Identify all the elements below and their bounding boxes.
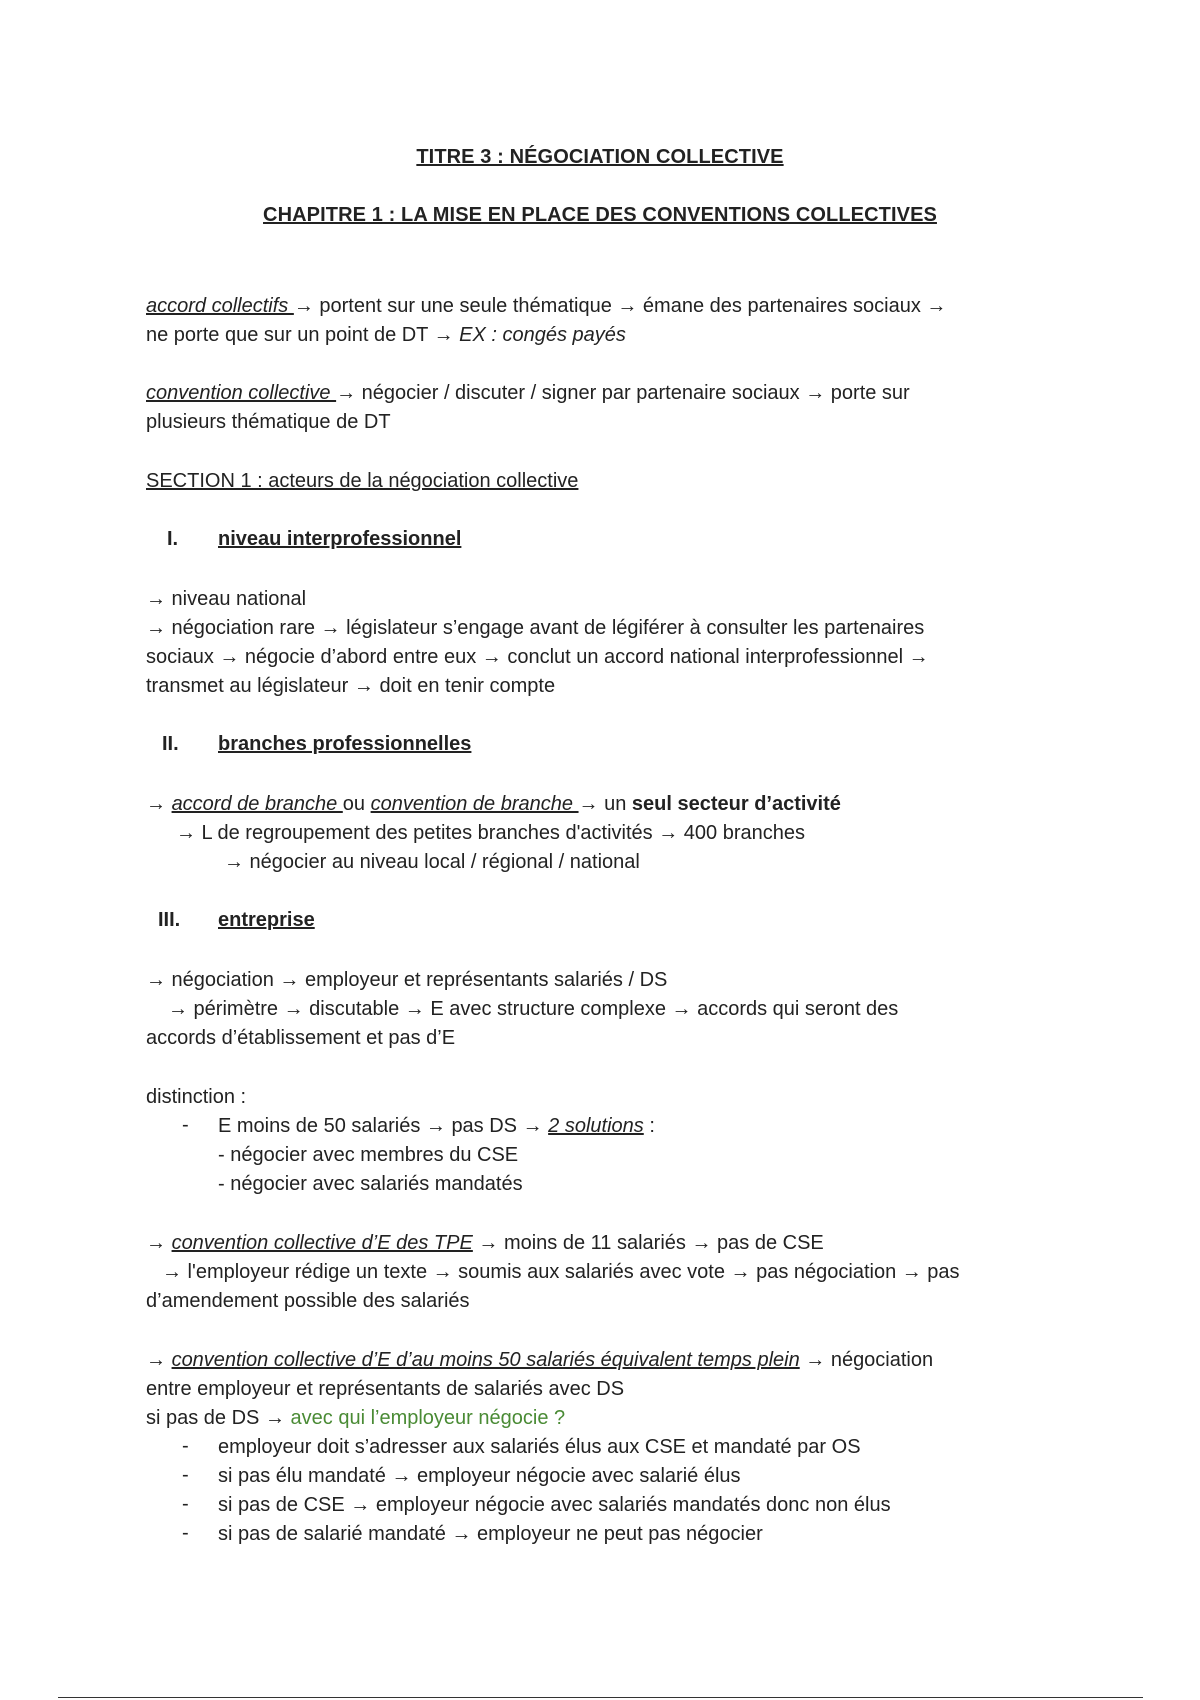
single-sector-emphasis: seul secteur d’activité — [631, 793, 841, 815]
part-3-line-2: → périmètre → discutable → E avec structure complexe → accords qui seront des — [168, 998, 899, 1020]
tpe-line-2: → l'employeur rédige un texte → soumis aux salariés avec vote → pas négociation → pas — [162, 1261, 960, 1283]
part-1-numeral: I. — [167, 528, 179, 550]
accord-example: EX : congés payés — [459, 324, 626, 346]
part-2-line-3: → négocier au niveau local / régional / national — [224, 851, 640, 873]
large-company-line-3: si pas de DS → avec qui l’employeur négocie ? — [146, 1407, 566, 1429]
question-highlight: avec qui l’employeur négocie ? — [290, 1407, 566, 1429]
distinction-bullet-1: E moins de 50 salariés → pas DS → 2 solutions : — [218, 1115, 655, 1137]
chapter-title: CHAPITRE 1 : LA MISE EN PLACE DES CONVENTIONS COLLECTIVES — [263, 204, 937, 226]
list-dash-4: - — [182, 1522, 189, 1544]
list-item-2: si pas élu mandaté → employeur négocie avec salarié élus — [218, 1465, 741, 1487]
part-1-line-4: transmet au législateur → doit en tenir compte — [146, 675, 556, 697]
part-1-line-3: sociaux → négocie d’abord entre eux → conclut un accord national interprofessionnel → — [146, 646, 929, 668]
list-dash-2: - — [182, 1464, 189, 1486]
list-dash-3: - — [182, 1493, 189, 1515]
convention-definition-line-1: convention collective → négocier / discuter / signer par partenaire sociaux → porte sur — [146, 382, 910, 404]
tpe-line-1: → convention collective d’E des TPE → moins de 11 salariés → pas de CSE — [146, 1232, 824, 1254]
large-company-line-2: entre employeur et représentants de salariés avec DS — [146, 1378, 625, 1400]
accord-definition-line-1: accord collectifs → portent sur une seule thématique → émane des partenaires sociaux → — [146, 295, 947, 317]
tpe-term: convention collective d’E des TPE — [171, 1232, 473, 1254]
part-3-line-1: → négociation → employeur et représentants salariés / DS — [146, 969, 668, 991]
bullet-dash: - — [182, 1114, 189, 1136]
two-solutions-term: 2 solutions — [548, 1115, 644, 1137]
distinction-label: distinction : — [146, 1086, 247, 1108]
list-item-4: si pas de salarié mandaté → employeur ne peut pas négocier — [218, 1523, 763, 1545]
branch-accord-term: accord de branche — [171, 793, 343, 815]
accord-term: accord collectifs — [146, 295, 294, 317]
part-1-line-1: → niveau national — [146, 588, 307, 610]
large-company-term: convention collective d’E d’au moins 50 salariés équivalent temps plein — [171, 1349, 800, 1371]
part-1-line-2: → négociation rare → législateur s’engage avant de légiférer à consulter les partenaires — [146, 617, 925, 639]
part-3-line-3: accords d’établissement et pas d’E — [146, 1027, 456, 1049]
part-2-line-2: → L de regroupement des petites branches d'activités → 400 branches — [176, 822, 805, 844]
main-title: TITRE 3 : NÉGOCIATION COLLECTIVE — [416, 146, 784, 168]
part-2-line-1: → accord de branche ou convention de branche → un seul secteur d’activité — [146, 793, 841, 815]
part-1-title: niveau interprofessionnel — [218, 528, 462, 550]
distinction-sub-1: - négocier avec membres du CSE — [218, 1144, 519, 1166]
branch-convention-term: convention de branche — [370, 793, 579, 815]
part-2-title: branches professionnelles — [218, 733, 472, 755]
part-3-numeral: III. — [158, 909, 181, 931]
bottom-rule — [58, 1697, 1143, 1698]
large-company-line-1: → convention collective d’E d’au moins 50 salariés équivalent temps plein → négociation — [146, 1349, 934, 1371]
list-dash-1: - — [182, 1435, 189, 1457]
part-2-numeral: II. — [162, 733, 179, 755]
list-item-3: si pas de CSE → employeur négocie avec salariés mandatés donc non élus — [218, 1494, 891, 1516]
accord-definition-line-2: ne porte que sur un point de DT → EX : congés payés — [146, 324, 626, 346]
convention-term: convention collective — [146, 382, 337, 404]
distinction-sub-2: - négocier avec salariés mandatés — [218, 1173, 523, 1195]
tpe-line-3: d’amendement possible des salariés — [146, 1290, 470, 1312]
section-heading: SECTION 1 : acteurs de la négociation collective — [146, 470, 579, 492]
convention-definition-line-2: plusieurs thématique de DT — [146, 411, 391, 433]
list-item-1: employeur doit s’adresser aux salariés élus aux CSE et mandaté par OS — [218, 1436, 861, 1458]
part-3-title: entreprise — [218, 909, 315, 931]
